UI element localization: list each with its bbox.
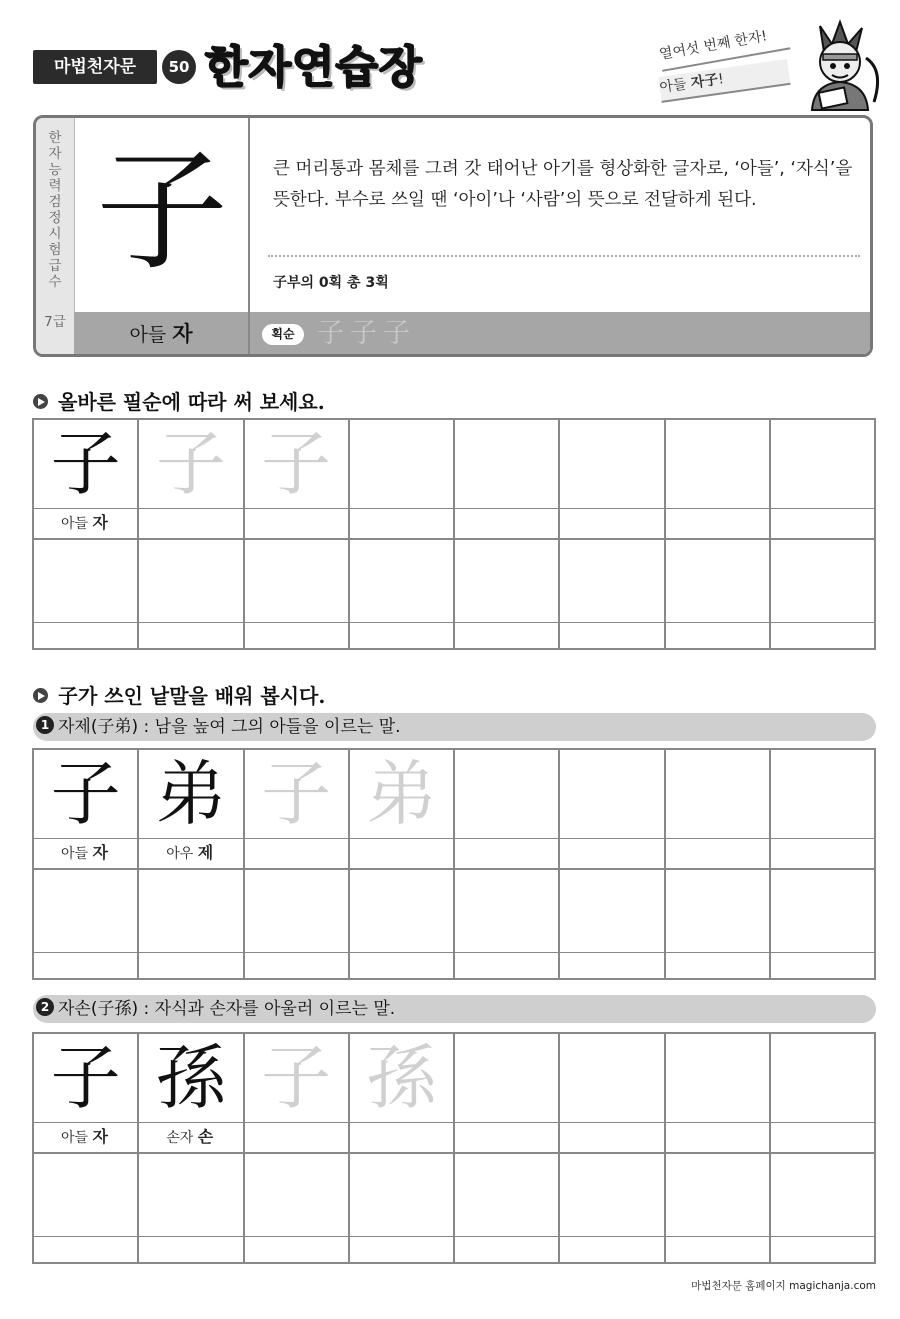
char-label: 아들 자 xyxy=(34,1122,137,1152)
practice-cell[interactable] xyxy=(139,540,244,650)
practice-cell[interactable] xyxy=(455,1154,560,1264)
practice-cell[interactable] xyxy=(34,540,139,650)
practice-cell[interactable] xyxy=(771,870,876,980)
char-label: 아들 자 xyxy=(34,508,137,538)
model-character: 子 xyxy=(50,423,121,505)
trace-character: 孫 xyxy=(366,1037,437,1119)
page-title: 한자연습장 xyxy=(205,42,423,93)
trace-character: 子 xyxy=(261,423,332,505)
grid-row-chars xyxy=(34,750,876,870)
big-character-box xyxy=(74,118,250,312)
practice-cell[interactable] xyxy=(350,870,455,980)
char-label xyxy=(139,508,242,538)
practice-grid-2 xyxy=(32,748,876,980)
practice-cell[interactable] xyxy=(245,870,350,980)
grid-row-blank xyxy=(34,540,876,650)
exam-label-vertical: 한자능력검정시험급수 xyxy=(48,130,62,290)
section1-heading-text: 올바른 필순에 따라 써 보세요. xyxy=(58,390,325,414)
stroke-order-step-3: 子 xyxy=(383,318,410,349)
strip-prefix: 아들 xyxy=(658,75,693,96)
strip-bold: 자子 xyxy=(689,71,720,92)
char-label: 아들 자 xyxy=(34,838,137,868)
practice-cell[interactable] xyxy=(245,420,350,540)
practice-cell[interactable] xyxy=(350,420,455,540)
sound-text: 자 xyxy=(172,322,193,346)
practice-cell[interactable] xyxy=(666,1034,771,1154)
practice-grid-3 xyxy=(32,1032,876,1264)
practice-cell[interactable] xyxy=(139,750,244,870)
strip-suffix: ! xyxy=(717,71,725,88)
word1-text: 자제(子弟) : 남을 높여 그의 아들을 이르는 말. xyxy=(58,717,401,737)
practice-cell[interactable] xyxy=(666,420,771,540)
practice-cell[interactable] xyxy=(350,540,455,650)
practice-cell[interactable] xyxy=(34,1034,139,1154)
practice-cell[interactable] xyxy=(34,870,139,980)
footer-homepage: 마법천자문 홈페이지 magichanja.com xyxy=(691,1280,876,1292)
practice-cell[interactable] xyxy=(245,750,350,870)
character-info-card xyxy=(33,115,873,357)
meaning-sound xyxy=(74,312,250,357)
practice-cell[interactable] xyxy=(245,1154,350,1264)
model-character: 弟 xyxy=(155,753,226,835)
practice-cell[interactable] xyxy=(455,750,560,870)
word2-text: 자손(子孫) : 자식과 손자를 아울러 이르는 말. xyxy=(58,999,396,1019)
practice-cell[interactable] xyxy=(771,1154,876,1264)
trace-character: 子 xyxy=(261,753,332,835)
practice-cell[interactable] xyxy=(245,1034,350,1154)
char-label: 아우 제 xyxy=(139,838,242,868)
practice-cell[interactable] xyxy=(350,1154,455,1264)
practice-cell[interactable] xyxy=(666,750,771,870)
section2-heading xyxy=(33,680,325,709)
stroke-order-step-2: 子 xyxy=(350,318,377,349)
character-description: 큰 머리통과 몸체를 그려 갓 태어난 아기를 형상화한 글자로, ‘아들’, ‘자식’을 뜻한다. 부수로 쓰일 땐 ‘아이’나 ‘사람’의 뜻으로 전달하게 된다. xyxy=(273,159,853,210)
practice-cell[interactable] xyxy=(455,1034,560,1154)
practice-cell[interactable] xyxy=(771,420,876,540)
dotted-divider xyxy=(268,255,860,257)
model-character: 孫 xyxy=(155,1037,226,1119)
practice-cell[interactable] xyxy=(666,870,771,980)
practice-cell[interactable] xyxy=(560,420,665,540)
practice-cell[interactable] xyxy=(139,1154,244,1264)
practice-cell[interactable] xyxy=(350,1034,455,1154)
practice-cell[interactable] xyxy=(34,420,139,540)
grid-row-chars xyxy=(34,1034,876,1154)
meaning-text: 아들 xyxy=(129,324,173,346)
lesson-number: 50 xyxy=(162,50,196,84)
practice-cell[interactable] xyxy=(139,1034,244,1154)
stroke-order-badge: 획순 xyxy=(262,324,304,345)
word2-bar xyxy=(33,995,876,1023)
stroke-count-info: 子부의 0획 총 3획 xyxy=(273,275,389,291)
practice-cell[interactable] xyxy=(350,750,455,870)
grid-row-chars xyxy=(34,420,876,540)
grid-row-blank xyxy=(34,870,876,980)
play-icon xyxy=(33,394,48,409)
word1-index: 1 xyxy=(36,716,54,734)
ordinal-text: 열여섯 번째 한자! xyxy=(658,28,769,63)
practice-cell[interactable] xyxy=(771,750,876,870)
word2-index: 2 xyxy=(36,998,54,1016)
trace-character: 子 xyxy=(155,423,226,505)
big-character: 子 xyxy=(96,135,228,289)
practice-cell[interactable] xyxy=(245,540,350,650)
practice-cell[interactable] xyxy=(139,420,244,540)
brand-badge: 마법천자문 xyxy=(33,50,157,84)
practice-cell[interactable] xyxy=(666,540,771,650)
trace-character: 子 xyxy=(261,1037,332,1119)
practice-cell[interactable] xyxy=(771,1034,876,1154)
char-label: 손자 손 xyxy=(139,1122,242,1152)
practice-cell[interactable] xyxy=(455,420,560,540)
trace-character: 弟 xyxy=(366,753,437,835)
play-icon xyxy=(33,688,48,703)
practice-cell[interactable] xyxy=(560,1034,665,1154)
practice-cell[interactable] xyxy=(771,540,876,650)
exam-grade-vertical: 7급 xyxy=(44,314,66,330)
practice-cell[interactable] xyxy=(34,1154,139,1264)
stroke-order-step-1: 子 xyxy=(317,318,344,349)
section2-heading-text: 子가 쓰인 낱말을 배워 봅시다. xyxy=(58,684,326,708)
practice-cell[interactable] xyxy=(560,750,665,870)
practice-grid-1 xyxy=(32,418,876,650)
practice-cell[interactable] xyxy=(666,1154,771,1264)
model-character: 子 xyxy=(50,1037,121,1119)
char-label xyxy=(245,508,348,538)
word1-bar xyxy=(33,713,876,741)
practice-cell[interactable] xyxy=(560,540,665,650)
grid-row-blank xyxy=(34,1154,876,1264)
practice-cell[interactable] xyxy=(455,870,560,980)
practice-cell[interactable] xyxy=(560,1154,665,1264)
practice-cell[interactable] xyxy=(455,540,560,650)
practice-cell[interactable] xyxy=(34,750,139,870)
mascot-illustration xyxy=(790,18,890,114)
model-character: 子 xyxy=(50,753,121,835)
card-bottom-band xyxy=(74,312,873,357)
practice-cell[interactable] xyxy=(560,870,665,980)
practice-cell[interactable] xyxy=(139,870,244,980)
section1-heading xyxy=(33,386,325,415)
